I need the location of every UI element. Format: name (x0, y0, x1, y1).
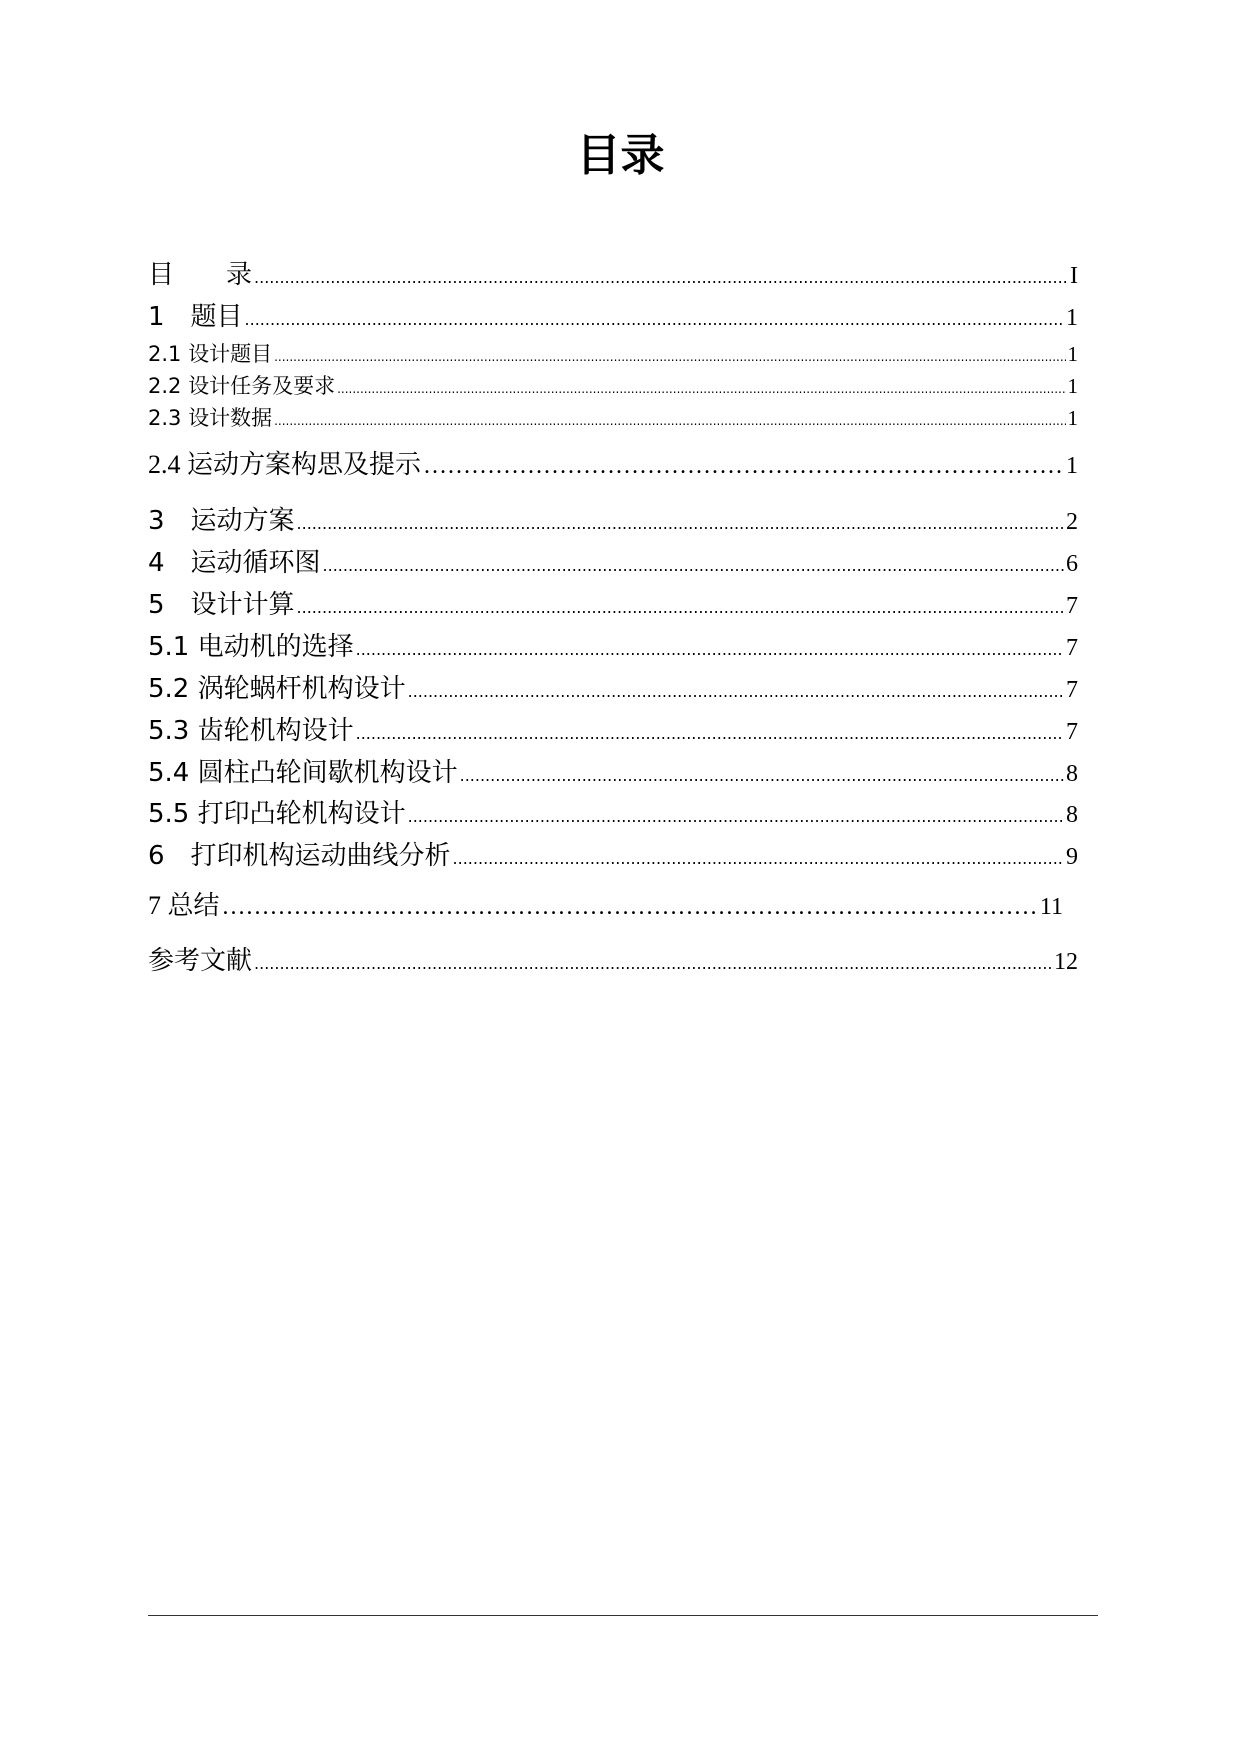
toc-entry-4[interactable] (148, 546, 1078, 583)
toc-entry-5-4[interactable] (148, 756, 1078, 793)
page-title: 目录 (576, 130, 665, 181)
toc-entry-page: 1 (1067, 342, 1078, 366)
toc-leader-dots (356, 717, 1064, 751)
toc-entry-label: 5.1 电动机的选择 (148, 632, 354, 662)
toc-entry-label: 1 题目 (148, 302, 243, 332)
toc-entry-page: 1 (1066, 305, 1078, 331)
toc-leader-dots (453, 842, 1064, 876)
toc-entry-page: 7 (1066, 635, 1078, 661)
toc-leader-dots (274, 343, 1065, 371)
toc-entry-label: 5.2 涡轮蜗杆机构设计 (148, 674, 406, 704)
toc-entry-page: 1 (1067, 374, 1078, 398)
toc-entry-2-1[interactable] (148, 340, 1078, 371)
toc-entry-label: 7 总结 (148, 891, 220, 920)
toc-entry-page: 7 (1066, 719, 1078, 745)
toc-entry-label: 2.1 设计题目 (148, 342, 273, 366)
toc-entry-page: 8 (1066, 802, 1078, 828)
toc-entry-page: 12 (1054, 949, 1078, 975)
toc-entry-5-3[interactable] (148, 714, 1078, 751)
toc-entry-references[interactable] (148, 944, 1078, 981)
toc-entry-page: 2 (1066, 509, 1078, 535)
toc-entry-label: 6 打印机构运动曲线分析 (148, 841, 451, 871)
toc-entry-1[interactable] (148, 300, 1078, 337)
toc-entry-page: 6 (1066, 551, 1078, 577)
toc-leader-dots (254, 261, 1068, 295)
toc-entry-5-1[interactable] (148, 630, 1078, 667)
toc-entry-page: 11 (1039, 894, 1063, 920)
toc-entry-page: 9 (1066, 844, 1078, 870)
toc-entry-label: 5.5 打印凸轮机构设计 (148, 799, 406, 829)
toc-leader-dots (460, 759, 1064, 793)
toc-entry-page: 1 (1066, 453, 1078, 479)
toc-leader-dots (323, 549, 1064, 583)
toc-entry-page: 8 (1066, 761, 1078, 787)
toc-leader-dots (297, 591, 1064, 625)
toc-entry-7[interactable] (148, 889, 1063, 924)
toc-leader-dots (408, 800, 1064, 834)
toc-entry-label: 目 录 (148, 260, 253, 290)
toc-leader-dots (245, 303, 1064, 337)
toc-entry-label: 5.3 齿轮机构设计 (148, 716, 354, 746)
toc-entry-label: 2.2 设计任务及要求 (148, 374, 336, 398)
toc-entry-page: 7 (1066, 677, 1078, 703)
toc-entry-2-4[interactable] (148, 448, 1078, 483)
toc-entry-2-3[interactable] (148, 404, 1078, 435)
toc-leader-dots (297, 507, 1064, 541)
toc-entry-label: 3 运动方案 (148, 506, 295, 536)
toc-entry-2-2[interactable] (148, 372, 1078, 403)
toc-entry-label: 4 运动循环图 (148, 548, 321, 578)
footer-rule (148, 1615, 1098, 1616)
toc-entry-label: 参考文献 (148, 946, 253, 976)
toc-entry-contents[interactable] (148, 258, 1078, 295)
toc-entry-label: 5 设计计算 (148, 590, 295, 620)
toc-leader-dots (254, 947, 1052, 981)
toc-entry-5[interactable] (148, 588, 1078, 625)
toc-entry-page: 1 (1067, 406, 1078, 430)
toc-entry-6[interactable] (148, 839, 1078, 876)
toc-leader-dots (423, 449, 1064, 483)
toc-entry-page: 7 (1066, 593, 1078, 619)
toc-entry-page: I (1070, 263, 1078, 289)
toc-leader-dots (356, 633, 1064, 667)
toc-entry-5-2[interactable] (148, 672, 1078, 709)
toc-entry-3[interactable] (148, 504, 1078, 541)
toc-leader-dots (337, 375, 1065, 403)
toc-entry-label: 2.4 运动方案构思及提示 (148, 450, 422, 479)
toc-entry-label: 5.4 圆柱凸轮间歇机构设计 (148, 758, 458, 788)
toc-leader-dots (408, 675, 1064, 709)
toc-leader-dots (274, 407, 1065, 435)
toc-leader-dots (222, 890, 1038, 924)
toc-entry-5-5[interactable] (148, 797, 1078, 834)
toc-entry-label: 2.3 设计数据 (148, 406, 273, 430)
